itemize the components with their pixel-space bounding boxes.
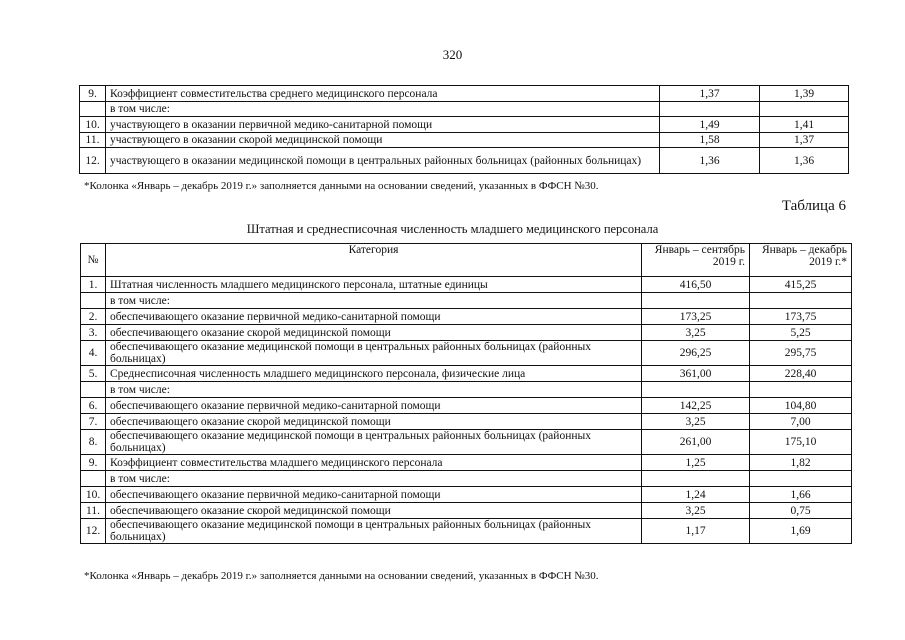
row-value-jan-dec: 1,36 (760, 148, 849, 174)
row-value-jan-sep: 296,25 (642, 341, 750, 366)
row-number (81, 382, 106, 398)
table-row (81, 293, 852, 309)
row-value-jan-sep: 261,00 (642, 430, 750, 455)
table-row (81, 430, 852, 455)
row-number: 5. (81, 366, 106, 382)
table-row (81, 309, 852, 325)
page-number: 320 (442, 47, 463, 62)
row-value-jan-dec: 228,40 (750, 366, 852, 382)
row-value-jan-dec: 415,25 (750, 277, 852, 293)
table-row (81, 487, 852, 503)
staff-coefficient-table-continued (79, 85, 849, 174)
row-value-jan-dec: 5,25 (750, 325, 852, 341)
row-category: обеспечивающего оказание скорой медицинской помощи (106, 503, 642, 519)
row-category: Штатная численность младшего медицинского персонала, штатные единицы (106, 277, 642, 293)
table2-footnote: *Колонка «Январь – декабрь 2019 г.» заполняется данными на основании сведений, указанных в ФФСН №30. (84, 570, 599, 582)
row-number (80, 102, 106, 117)
row-number (81, 471, 106, 487)
row-number: 1. (81, 277, 106, 293)
row-value-jan-sep (642, 293, 750, 309)
table-row (80, 148, 849, 174)
row-category: в том числе: (106, 293, 642, 309)
table-row (81, 414, 852, 430)
row-value-jan-dec: 1,66 (750, 487, 852, 503)
row-number: 2. (81, 309, 106, 325)
table-row (80, 102, 849, 117)
row-value-jan-sep (642, 382, 750, 398)
row-value-jan-dec: 1,82 (750, 455, 852, 471)
table-row (81, 382, 852, 398)
row-number: 3. (81, 325, 106, 341)
row-value-jan-sep: 3,25 (642, 503, 750, 519)
row-value-jan-dec: 104,80 (750, 398, 852, 414)
row-number: 6. (81, 398, 106, 414)
row-value-jan-dec: 295,75 (750, 341, 852, 366)
row-value-jan-dec: 0,75 (750, 503, 852, 519)
row-value-jan-sep: 1,36 (660, 148, 760, 174)
row-category: в том числе: (106, 382, 642, 398)
table-row (81, 503, 852, 519)
row-value-jan-dec (750, 293, 852, 309)
row-number (81, 293, 106, 309)
row-value-jan-sep: 1,49 (660, 117, 760, 133)
table-row (81, 455, 852, 471)
row-number: 11. (81, 503, 106, 519)
row-value-jan-dec: 1,69 (750, 519, 852, 544)
row-category: обеспечивающего оказание первичной медико-санитарной помощи (106, 487, 642, 503)
table1-footnote: *Колонка «Январь – декабрь 2019 г.» заполняется данными на основании сведений, указанных в ФФСН №30. (84, 180, 599, 192)
row-value-jan-dec: 7,00 (750, 414, 852, 430)
table-row (81, 519, 852, 544)
row-value-jan-sep: 142,25 (642, 398, 750, 414)
row-category: Среднесписочная численность младшего медицинского персонала, физические лица (106, 366, 642, 382)
row-category: участвующего в оказании первичной медико-санитарной помощи (106, 117, 660, 133)
row-value-jan-sep: 1,25 (642, 455, 750, 471)
row-category: Коэффициент совместительства среднего медицинского персонала (106, 86, 660, 102)
row-value-jan-dec: 1,37 (760, 133, 849, 148)
header-jan-dec: Январь – декабрь 2019 г.* (750, 244, 852, 277)
row-value-jan-dec: 173,75 (750, 309, 852, 325)
row-number: 8. (81, 430, 106, 455)
header-jan-sep: Январь – сентябрь 2019 г. (642, 244, 750, 277)
table-row (81, 366, 852, 382)
header-number: № (81, 244, 106, 277)
row-category: обеспечивающего оказание первичной медико-санитарной помощи (106, 398, 642, 414)
row-number: 9. (81, 455, 106, 471)
row-value-jan-sep: 3,25 (642, 325, 750, 341)
row-number: 12. (81, 519, 106, 544)
row-category: в том числе: (106, 102, 660, 117)
row-category: участвующего в оказании медицинской помощи в центральных районных больницах (районных больницах) (106, 148, 660, 174)
table-row (81, 398, 852, 414)
table-label: Таблица 6 (781, 198, 846, 214)
junior-medical-staff-table (80, 243, 852, 544)
row-number: 7. (81, 414, 106, 430)
row-value-jan-dec (750, 471, 852, 487)
row-value-jan-sep: 173,25 (642, 309, 750, 325)
row-number: 4. (81, 341, 106, 366)
table-row (81, 325, 852, 341)
row-value-jan-sep (660, 102, 760, 117)
row-number: 9. (80, 86, 106, 102)
row-category: обеспечивающего оказание скорой медицинской помощи (106, 414, 642, 430)
row-value-jan-sep (642, 471, 750, 487)
table-title: Штатная и среднесписочная численность младшего медицинского персонала (246, 222, 659, 236)
row-value-jan-sep: 3,25 (642, 414, 750, 430)
row-value-jan-dec: 1,41 (760, 117, 849, 133)
table-row (81, 277, 852, 293)
header-category: Категория (106, 244, 642, 277)
table-header-row (81, 244, 852, 277)
row-category: участвующего в оказании скорой медицинской помощи (106, 133, 660, 148)
row-value-jan-sep: 1,17 (642, 519, 750, 544)
row-value-jan-sep: 1,58 (660, 133, 760, 148)
row-category: обеспечивающего оказание первичной медико-санитарной помощи (106, 309, 642, 325)
row-value-jan-dec (750, 382, 852, 398)
table-row (80, 117, 849, 133)
row-category: обеспечивающего оказание медицинской помощи в центральных районных больницах (районных больницах) (106, 519, 642, 544)
row-value-jan-sep: 1,37 (660, 86, 760, 102)
row-number: 10. (80, 117, 106, 133)
row-category: обеспечивающего оказание скорой медицинской помощи (106, 325, 642, 341)
row-value-jan-sep: 416,50 (642, 277, 750, 293)
row-category: Коэффициент совместительства младшего медицинского персонала (106, 455, 642, 471)
row-value-jan-sep: 361,00 (642, 366, 750, 382)
row-value-jan-dec: 175,10 (750, 430, 852, 455)
row-category: обеспечивающего оказание медицинской помощи в центральных районных больницах (районных больницах) (106, 430, 642, 455)
row-value-jan-dec: 1,39 (760, 86, 849, 102)
table-row (81, 341, 852, 366)
table-row (80, 86, 849, 102)
row-number: 10. (81, 487, 106, 503)
row-number: 11. (80, 133, 106, 148)
row-number: 12. (80, 148, 106, 174)
row-category: в том числе: (106, 471, 642, 487)
row-value-jan-dec (760, 102, 849, 117)
row-value-jan-sep: 1,24 (642, 487, 750, 503)
row-category: обеспечивающего оказание медицинской помощи в центральных районных больницах (районных больницах) (106, 341, 642, 366)
table-row (80, 133, 849, 148)
table-row (81, 471, 852, 487)
